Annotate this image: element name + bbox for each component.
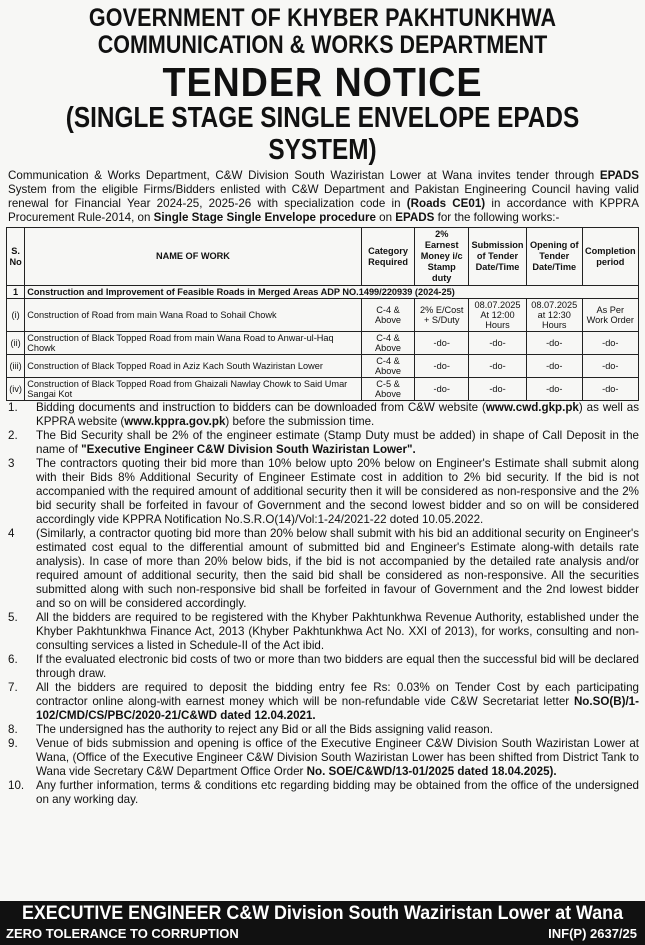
condition-item [8,611,639,653]
condition-bold-text: No. SOE/C&WD/13-01/2025 dated 18.04.2025). [306,765,557,778]
group-title: Construction and Improvement of Feasible Roads in Merged Areas ADP NO.1499/220939 (2024-25) [25,286,639,299]
condition-number: 5. [8,611,18,624]
condition-text-part: All the bidders are required to deposit the bidding entry fee Rs: 0.03% on Tender Cost by each participating contractor online along-with earnest money which will be non-refundable vide C&W Secretariat letter [36,681,639,708]
cell-category: C-4 & Above [361,299,415,332]
condition-text [36,527,639,611]
table-header-row [7,228,639,286]
condition-text [36,429,639,457]
condition-item [8,401,639,429]
condition-text-part: The contractors quoting their bid more than 10% below upto 20% below on Engineer's Estimate shall submit along with their Bids 8% Additional Security of Engineer Estimate cost in addition to 2% bid security. If the bid is not accompanied with the required amount of additional security then it will be considered as non-responsive and the 2% bid security shall be forfeited in favour of Government and the second lowest bidder and so on will be considered accordingly vide KPPRA Notification No.S.R.O(14)/Vol:1-24/2021-22 doted 10.05.2022. [36,457,639,526]
header-opening: Opening of Tender Date/Time [526,228,582,286]
intro-text: in accordance with KPPRA Procurement Rule-2014, on [8,197,639,224]
condition-bold-text: www.kppra.gov.pk [124,415,226,428]
condition-text-part: (Similarly, a contractor quoting bid more than 20% below shall submit with his bid an additional security on Engineer's estimated cost equal to the differential amount of submitted bid and Engineer's Estimate along-with details rate analysis). In case of more than 20% below bids, if the bid is not accompanied by the detailed rate analysis and/or required amount of additional security, then the said bid shall be considered as non-responsive. All the securities submitted along with such non-responsive bid shall be forfeited in favour of Government and the 2nd lowest bidder and so on will be considered accordingly. [36,527,639,610]
condition-text-part: The undersigned has the authority to reject any Bid or all the Bids assigning valid reason. [36,723,493,736]
notice-title: TENDER NOTICE [162,59,483,105]
condition-item [8,527,639,611]
condition-text [36,401,639,429]
condition-text [36,723,639,737]
header-earnest-money: 2% Earnest Money i/c Stamp duty [415,228,469,286]
cell-opening: -do- [526,378,582,401]
cell-category: C-4 & Above [361,355,415,378]
government-title: GOVERNMENT OF KHYBER PAKHTUNKHWA [88,4,557,32]
cell-category: C-4 & Above [361,332,415,355]
condition-text [36,457,639,527]
intro-bold: EPADS [599,169,639,182]
notice-footer [0,901,645,945]
condition-number: 3 [8,457,15,470]
condition-number: 7. [8,681,18,694]
header-sno: S. No [7,228,25,286]
condition-text-part: All the bidders are required to be registered with the Khyber Pakhtunkhwa Revenue Authority, established under the Khyber Pakhtunkhwa Finance Act, 2013 (Khyber Pakhtunkhwa Act No. XXI of 2013), for works, consulting and non-consulting services a listed in Schedule-II of the Act ibid. [36,611,639,652]
group-sno: 1 [7,286,25,299]
condition-item [8,653,639,681]
condition-number: 4 [8,527,15,540]
works-table [6,227,639,401]
table-row [7,299,639,332]
intro-bold: EPADS [395,211,435,224]
cell-category: C-5 & Above [361,378,415,401]
condition-text-part: Venue of bids submission and opening is office of the Executive Engineer C&W Division South Waziristan Lower at Wana, (Office of the Executive Engineer C&W Division South Waziristan Lower has been shifted from District Tank to Wana vide Secretary C&W Department Office Order [36,737,639,778]
condition-number: 1. [8,401,18,414]
intro-text: System from the eligible Firms/Bidders enlisted with C&W Department and Pakistan Engineering Council having valid renewal for Financial Year 2024-25, 2025-26 with specialization code in [8,183,639,210]
intro-paragraph [0,166,645,225]
condition-text-part: The Bid Security shall be 2% of the engineer estimate (Stamp Duty must be added) in shape of Call Deposit in the name of [36,429,639,456]
cell-sno: (ii) [7,332,25,355]
cell-opening: -do- [526,355,582,378]
cell-earnest: -do- [415,355,469,378]
condition-number: 8. [8,723,18,736]
header-name-of-work: NAME OF WORK [25,228,361,286]
cell-completion: -do- [582,355,638,378]
table-group-row [7,286,639,299]
cell-sno: (i) [7,299,25,332]
condition-item [8,681,639,723]
cell-submission: -do- [469,355,527,378]
condition-text-part: If the evaluated electronic bid costs of two or more than two bidders are equal then the successful bid will be declared through draw. [36,653,639,680]
table-row [7,378,639,401]
cell-submission: -do- [469,332,527,355]
cell-name: Construction of Road from main Wana Road to Sohail Chowk [25,299,361,332]
condition-bold-text: www.cwd.gkp.pk [485,401,579,414]
reference-number: INF(P) 2637/25 [548,926,637,941]
cell-submission: 08.07.2025 At 12:00 Hours [469,299,527,332]
conditions-list [0,401,645,807]
cell-completion: As Per Work Order [582,299,638,332]
header-category: Category Required [361,228,415,286]
signatory: EXECUTIVE ENGINEER C&W Division South Waziristan Lower at Wana [21,903,624,924]
cell-earnest: -do- [415,332,469,355]
condition-bold-text: No.SO(B)/1-102/CMD/CS/PBC/2020-21/C&WD dated 12.04.2021. [36,695,639,722]
anti-corruption-slogan: ZERO TOLERANCE TO CORRUPTION [6,926,239,941]
condition-item [8,737,639,779]
cell-submission: -do- [469,378,527,401]
table-row [7,355,639,378]
condition-text [36,737,639,779]
cell-sno: (iv) [7,378,25,401]
intro-bold: Single Stage Single Envelope procedure [153,211,376,224]
condition-text [36,653,639,681]
cell-earnest: 2% E/Cost + S/Duty [415,299,469,332]
condition-text-part: Bidding documents and instruction to bidders can be downloaded from C&W website ( [36,401,486,414]
condition-text-part: ) before the submission time. [225,415,375,428]
notice-header [0,0,645,166]
condition-text [36,779,639,807]
condition-text [36,611,639,653]
cell-sno: (iii) [7,355,25,378]
cell-opening: 08.07.2025 at 12:30 Hours [526,299,582,332]
condition-number: 9. [8,737,18,750]
cell-name: Construction of Black Topped Road from main Wana Road to Anwar-ul-Haq Chowk [25,332,361,355]
condition-text [36,681,639,723]
condition-number: 6. [8,653,18,666]
condition-number: 2. [8,429,18,442]
condition-text-part: Any further information, terms & conditions etc regarding bidding may be obtained from the office of the undersigned on any working day. [36,779,639,806]
cell-completion: -do- [582,378,638,401]
intro-text: for the following works:- [434,211,560,224]
department-title: COMMUNICATION & WORKS DEPARTMENT [97,31,548,59]
notice-subtitle: (SINGLE STAGE SINGLE ENVELOPE EPADS SYSTEM) [65,102,580,166]
cell-opening: -do- [526,332,582,355]
cell-name: Construction of Black Topped Road in Aziz Kach South Waziristan Lower [25,355,361,378]
table-row [7,332,639,355]
intro-bold: (Roads CE01) [406,197,486,210]
cell-name: Construction of Black Topped Road from Ghaizali Nawlay Chowk to Said Umar Sangai Kot [25,378,361,401]
condition-item [8,429,639,457]
condition-bold-text: "Executive Engineer C&W Division South Waziristan Lower". [81,443,416,456]
header-completion: Completion period [582,228,638,286]
condition-item [8,779,639,807]
condition-item [8,457,639,527]
cell-earnest: -do- [415,378,469,401]
footer-bottom-bar [0,925,645,945]
condition-number: 10. [8,779,25,792]
condition-item [8,723,639,737]
header-submission: Submission of Tender Date/Time [469,228,527,286]
intro-text: Communication & Works Department, C&W Division South Waziristan Lower at Wana invites tender through [8,169,600,182]
intro-text: on [375,211,396,224]
condition-text-part: ) as well as KPPRA website ( [36,401,639,428]
cell-completion: -do- [582,332,638,355]
